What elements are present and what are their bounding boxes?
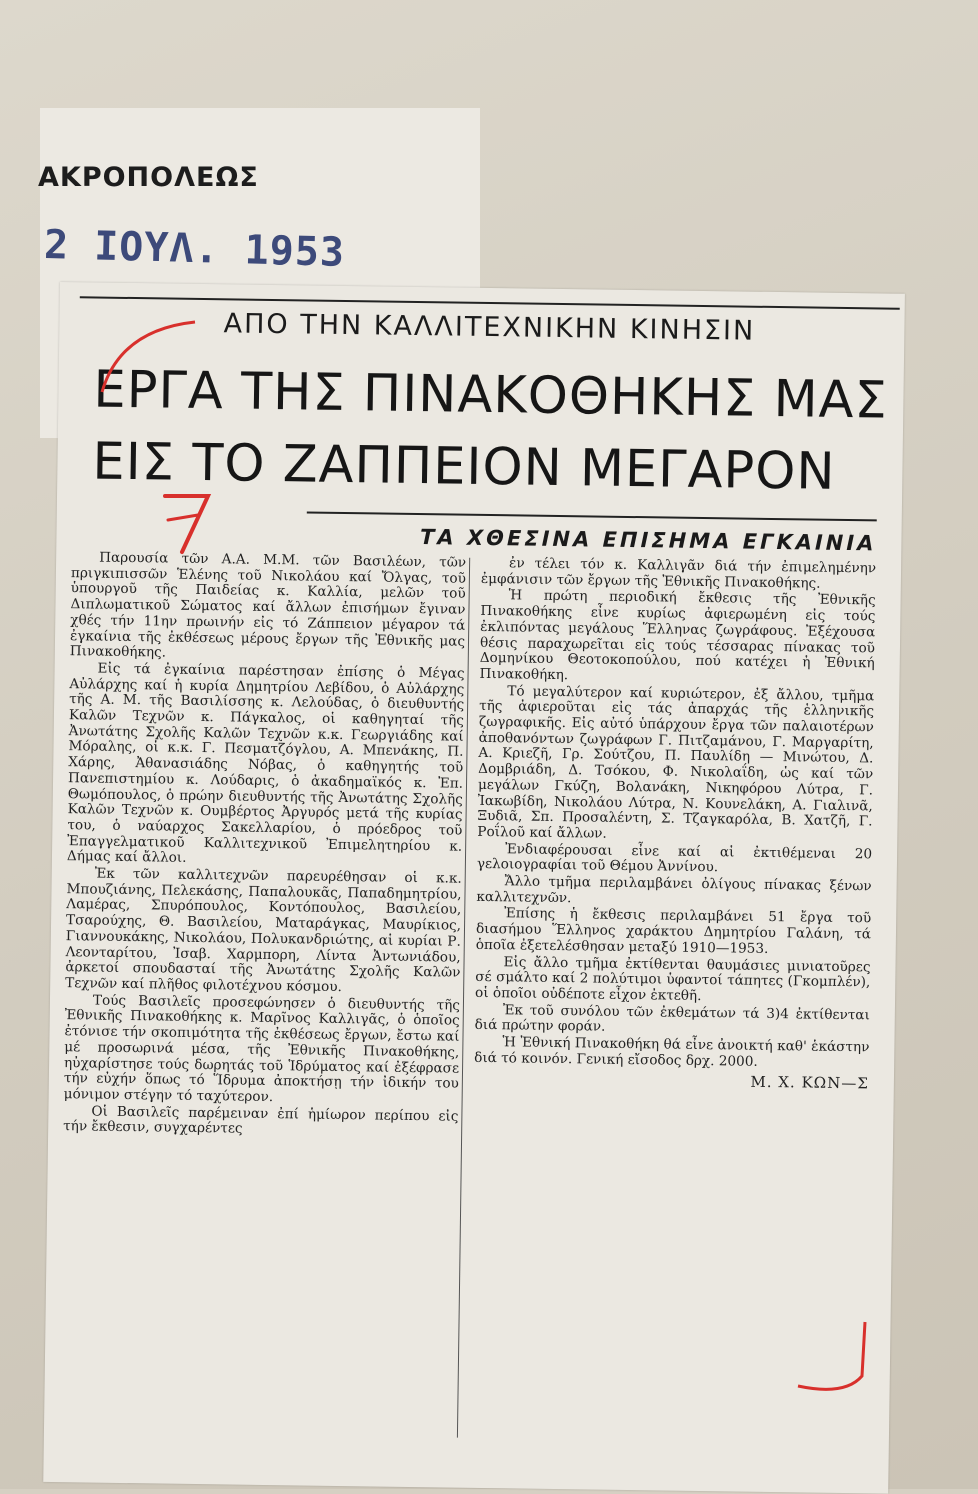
headline-rule: [307, 511, 877, 521]
newspaper-name: ΑΚΡΟΠΟΛΕΩΣ: [38, 162, 259, 193]
headline-line-1: ΕΡΓΑ ΤΗΣ ΠΙΝΑΚΟΘΗΚΗΣ ΜΑΣ: [93, 360, 889, 431]
paragraph: Τούς Βασιλεῖς προσεφώνησεν ὁ διευθυντής τῆς Ἐθνικῆς Πινακοθήκης κ. Μαρῖνος Καλλιγᾶς, ὁ ὁποῖος ἐτόνισε τήν σκοπιμότητα τῆς ἐκθέσεως ἔργων, ἔστω καί μέ προσωρινά μέσα, τῆς Ἐθνικῆς Πινακοθήκης, ηὐχαρίστησε τούς δωρητάς τοῦ Ἱδρύματος καί ἐξέφρασε τήν εὐχήν ὅπως τό Ἵδρυμα ἀποκτήσῃ τήν ἰδικήν του μόνιμον στέγην τό ταχύτερον.: [63, 992, 461, 1105]
paragraph: Ἡ πρώτη περιοδική ἔκθεσις τῆς Ἐθνικῆς Πινακοθήκης εἶνε κυρίως ἀφιερωμένη εἰς τούς ἐκλιπόντας μεγάλους Ἕλληνας ζωγράφους. Ἐξέχουσα θέσις παραχωρεῖται εἰς τούς τέσσαρας πίνακας τοῦ Δομηνίκου Θεοτοκοπούλου, πού κατέχει ἡ Ἐθνική Πινακοθήκη.: [479, 587, 876, 684]
paragraph: Οἱ Βασιλεῖς παρέμειναν ἐπί ἡμίωρον περίπου εἰς τήν ἔκθεσιν, συγχαρέντες: [63, 1103, 459, 1137]
author-signature: Μ. Χ. ΚΩΝ—Σ: [750, 1072, 870, 1092]
article-subhead: ΤΑ ΧΘΕΣΙΝΑ ΕΠΙΣΗΜΑ ΕΓΚΑΙΝΙΑ: [419, 525, 877, 556]
paragraph: Παρουσία τῶν Α.Α. Μ.Μ. τῶν Βασιλέων, τῶν πριγκιπισσῶν Ἑλένης τοῦ Νικολάου καί Ὄλγας, τοῦ ὑπουργοῦ τῆς Παιδείας κ. Καλλία, μελῶν τοῦ Διπλωματικοῦ Σώματος καί ἄλλων ἐπισήμων ἔγιναν χθές τήν 11ην πρωινήν εἰς τό Ζάππειον μέγαρον τά ἐγκαίνια τῆς ἐκθέσεως μέρους ἔργων τῆς Ἐθνικῆς μας Πινακοθήκης.: [69, 549, 467, 661]
paragraph: Ἐκ τοῦ συνόλου τῶν ἐκθεμάτων τά 3)4 ἐκτίθενται διά πρώτην φοράν.: [474, 1001, 870, 1036]
article-supertitle: ΑΠΟ ΤΗΝ ΚΑΛΛΙΤΕΧΝΙΚΗΝ ΚΙΝΗΣΙΝ: [223, 308, 756, 347]
article-clipping: [43, 282, 905, 1494]
paragraph: Ἐπίσης ἡ ἔκθεσις περιλαμβάνει 51 ἔργα τοῦ διασήμου Ἕλληνος χαράκτου Δημητρίου Γαλάνη, τά ὁποῖα ἐξετελέσθησαν μεταξύ 1910—1953.: [475, 905, 872, 957]
article-column-left: [63, 550, 466, 1141]
paragraph: Ἄλλο τμῆμα περιλαμβάνει ὀλίγους πίνακας ξένων καλλιτεχνῶν.: [476, 873, 872, 906]
paragraph: Ἡ Ἐθνική Πινακοθήκη θά εἶνε ἀνοικτή καθ' ἑκάστην διά τό κοινόν. Γενική εἴσοδος δρχ. 2000.: [474, 1034, 870, 1070]
headline-line-2: ΕΙΣ ΤΟ ΖΑΠΠΕΙΟΝ ΜΕΓΑΡΟΝ: [92, 432, 836, 502]
paragraph: ἐν τέλει τόν κ. Καλλιγᾶν διά τήν ἐπιμελημένην ἐμφάνισιν τῶν ἔργων τῆς Ἐθνικῆς Πινακοθήκης.: [480, 555, 877, 592]
paragraph: Τό μεγαλύτερον καί κυριώτερον, ἐξ ἄλλου, τμῆμα τῆς ἀφιεροῦται εἰς τάς ἀπαρχάς τῆς ἑλληνικῆς ζωγραφικῆς. Εἰς αὐτό ὑπάρχουν ἔργα τῶν παλαιοτέρων ἀποθανόντων ζωγράφων Γ. Πιτζαμάνου, Γ. Μαργαρίτη, Α. Κριεζῆ, Γρ. Σούτζου, Π. Παυλίδη — Μινώτου, Δ. Δομβριάδη, Δ. Τσόκου, Φ. Νικολαΐδη, ὡς καί τῶν μεγάλων Γκύζη, Βολανάκη, Νικηφόρου Λύτρα, Γ. Ἰακωβίδη, Νικολάου Λύτρα, Ν. Κουνελάκη, Α. Γιαλινᾶ, Ξυδιᾶ, Σπ. Προσαλέντη, Σ. Τζαγκαρόλα, Β. Χατζῆ, Γ. Ροΐλοῦ καί ἄλλων.: [477, 682, 875, 842]
article-column-right: [474, 556, 876, 1092]
date-stamp: 2 ΙΟΥΛ. 1953: [43, 222, 346, 276]
paragraph: Ἐκ τῶν καλλιτεχνῶν παρευρέθησαν οἱ κ.κ. Μπουζιάνης, Πελεκάσης, Παπαλουκᾶς, Παπαδημητρίου, Λαμέρας, Σπυρόπουλος, Κοντόπουλος, Βασιλείου, Τσαρούχης, Θ. Βασιλείου, Ματαράγκας, Μαυρίκιος, Γιαννουκάκης, Νικολάου, Πολυκανδριώτης, αἱ κυρίαι Ρ. Λεονταρίτου, Ἰσαβ. Χαρμπορη, Λίντα Ἀντωνιάδου, ἀρκετοί σπουδασταί τῆς Ἀνωτάτης Σχολῆς Καλῶν Τεχνῶν καί πλῆθος φιλοτέχνου κόσμου.: [65, 865, 462, 995]
paragraph: Εἰς τά ἐγκαίνια παρέστησαν ἐπίσης ὁ Μέγας Αὐλάρχης καί ἡ κυρία Δημητρίου Λεβίδου, ὁ Αὐλάρχης τῆς Α. Μ. τῆς Βασιλίσσης κ. Λελούδας, ὁ διευθυντής Καλῶν Τεχνῶν κ. Πάγκαλος, οἱ καθηγηταί τῆς Ἀνωτάτης Σχολῆς Καλῶν Τεχνῶν κ.κ. Γεωργιάδης καί Μόραλης, οἱ κ.κ. Γ. Πεσματζόγλου, Α. Μπενάκης, Π. Χάρης, Ἀθανασιάδης Νόβας, ὁ καθηγητής τοῦ Πανεπιστημίου κ. Λούδαρις, ὁ ἀκαδημαϊκός κ. Ἐπ. Θωμόπουλος, ὁ πρώην διευθυντής τῆς Ἀνωτάτης Σχολῆς Καλῶν Τεχνῶν κ. Ουμβέρτος Ἀργυρός μετά τῆς κυρίας του, ὁ ναύαρχος Σακελλαρίου, ὁ πρόεδρος τοῦ Ἐπαγγελματικοῦ Καλλιτεχνικοῦ Ἐπιμελητηρίου κ. Δήμας καί ἄλλοι.: [66, 660, 465, 867]
paragraph: Εἰς ἄλλο τμῆμα ἐκτίθενται θαυμάσιες μινιατοῦρες σέ σμάλτο καί 2 πολύτιμοι ὑφαντοί τάπητες (Γκομπλέν), οἱ ὁποῖοι οὐδέποτε εἶχον ἐκτεθῆ.: [475, 953, 871, 1005]
paragraph: Ἐνδιαφέρουσαι εἶνε καί αἱ ἐκτιθέμεναι 20 γελοιογραφίαι τοῦ Θέμου Ἀννίνου.: [476, 840, 873, 876]
